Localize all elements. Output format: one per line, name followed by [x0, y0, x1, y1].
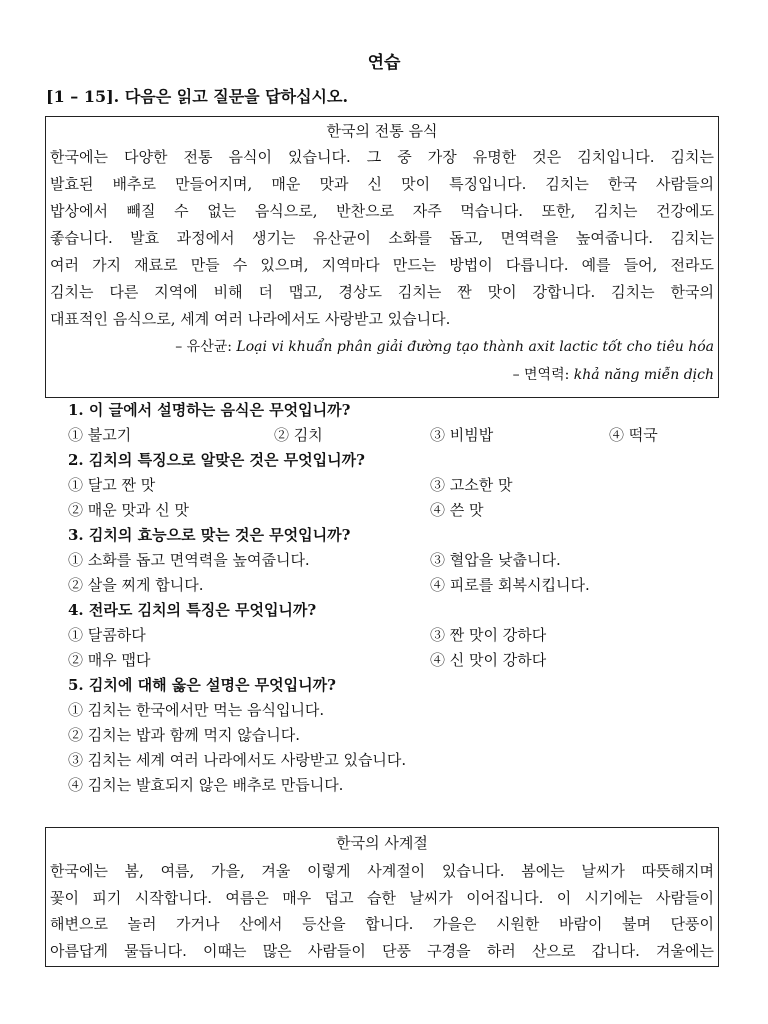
option[interactable]: ③ 혈압을 낮춥니다.: [430, 551, 561, 569]
options-row: [68, 723, 748, 748]
vocab-definition: khả năng miễn dịch: [573, 367, 714, 383]
passage-line: 김치는 다른 지역에 비해 더 맵고, 경상도 김치는 짠 맛이 강합니다. 김치는 한국의: [50, 283, 714, 301]
passage-title: 한국의 사계절: [336, 834, 428, 852]
option[interactable]: ② 김치: [274, 426, 323, 444]
passage-box-1: [45, 116, 719, 398]
question-4: 4. 전라도 김치의 특징은 무엇입니까?: [68, 601, 317, 619]
page-title: 연습: [367, 53, 401, 73]
option[interactable]: ① 불고기: [68, 426, 132, 444]
question-2: 2. 김치의 특징으로 알맞은 것은 무엇입니까?: [68, 451, 365, 469]
vocab-term: – 면역력:: [512, 367, 570, 383]
passage-line: 꽃이 피기 시작합니다. 여름은 매우 덥고 습한 날씨가 이어집니다. 이 시기에는 사람들이: [50, 888, 714, 907]
options-row: [68, 698, 748, 723]
option[interactable]: ① 소화를 돕고 면역력을 높여줍니다.: [68, 551, 310, 569]
option[interactable]: ③ 짠 맛이 강하다: [430, 626, 547, 644]
option[interactable]: ③ 비빔밥: [430, 426, 494, 444]
question-5: 5. 김치에 대해 옳은 설명은 무엇입니까?: [68, 676, 336, 694]
option[interactable]: ④ 떡국: [609, 426, 658, 444]
passage-title: 한국의 전통 음식: [326, 122, 438, 140]
instruction: [1 – 15]. 다음은 읽고 질문을 답하십시오.: [46, 87, 349, 106]
passage-line: 밥상에서 빼질 수 없는 음식으로, 반찬으로 자주 먹습니다. 또한, 김치는 건강에도: [50, 202, 714, 220]
passage-line: 한국에는 다양한 전통 음식이 있습니다. 그 중 가장 유명한 것은 김치입니다. 김치는: [50, 148, 714, 166]
passage-last-line: 대표적인 음식으로, 세계 여러 나라에서도 사랑받고 있습니다.: [50, 310, 451, 328]
options-row: [68, 548, 748, 573]
vocab-note: [50, 333, 714, 361]
options-row: [68, 473, 748, 498]
option[interactable]: ④ 쓴 맛: [430, 501, 484, 519]
options-row: [68, 498, 748, 523]
options-row: [68, 423, 748, 448]
options-row: [68, 748, 748, 773]
option[interactable]: ③ 고소한 맛: [430, 476, 513, 494]
option[interactable]: ② 매우 맵다: [68, 651, 151, 669]
options-row: [68, 573, 748, 598]
passage-box-2: [45, 827, 719, 967]
option[interactable]: ① 달고 짠 맛: [68, 476, 156, 494]
passage-line: 발효된 배추로 만들어지며, 매운 맛과 신 맛이 특징입니다. 김치는 한국 사람들의: [50, 175, 714, 193]
vocab-note: [50, 361, 714, 389]
question-1: 1. 이 글에서 설명하는 음식은 무엇입니까?: [68, 401, 351, 419]
option[interactable]: ④ 신 맛이 강하다: [430, 651, 547, 669]
vocab-term: – 유산균:: [175, 339, 232, 355]
option[interactable]: ① 김치는 한국에서만 먹는 음식입니다.: [68, 701, 325, 719]
option[interactable]: ④ 피로를 회복시킵니다.: [430, 576, 590, 594]
option[interactable]: ② 살을 찌게 합니다.: [68, 576, 204, 594]
question-3: 3. 김치의 효능으로 맞는 것은 무엇입니까?: [68, 526, 351, 544]
passage-line: 아름답게 물듭니다. 이때는 많은 사람들이 단풍 구경을 하러 산으로 갑니다. 겨울에는: [50, 941, 714, 960]
option[interactable]: ④ 김치는 발효되지 않은 배추로 만듭니다.: [68, 776, 344, 794]
option[interactable]: ① 달콤하다: [68, 626, 146, 644]
option[interactable]: ② 매운 맛과 신 맛: [68, 501, 190, 519]
passage-line: 여러 가지 재료로 만들 수 있으며, 지역마다 만드는 방법이 다릅니다. 예를 들어, 전라도: [50, 256, 714, 274]
passage-line: 좋습니다. 발효 과정에서 생기는 유산균이 소화를 돕고, 면역력을 높여줍니다. 김치는: [50, 229, 714, 247]
option[interactable]: ③ 김치는 세계 여러 나라에서도 사랑받고 있습니다.: [68, 751, 407, 769]
vocab-definition: Loại vi khuẩn phân giải đường tạo thành axit lactic tốt cho tiêu hóa: [236, 339, 714, 355]
options-row: [68, 773, 748, 798]
passage-line: 한국에는 봄, 여름, 가을, 겨울 이렇게 사계절이 있습니다. 봄에는 날씨가 따뜻해지며: [50, 862, 714, 880]
options-row: [68, 648, 748, 673]
question-list: [68, 398, 748, 798]
option[interactable]: ② 김치는 밥과 함께 먹지 않습니다.: [68, 726, 300, 744]
passage-line: 해변으로 놀러 가거나 산에서 등산을 합니다. 가을은 시원한 바람이 불며 단풍이: [50, 915, 714, 933]
options-row: [68, 623, 748, 648]
